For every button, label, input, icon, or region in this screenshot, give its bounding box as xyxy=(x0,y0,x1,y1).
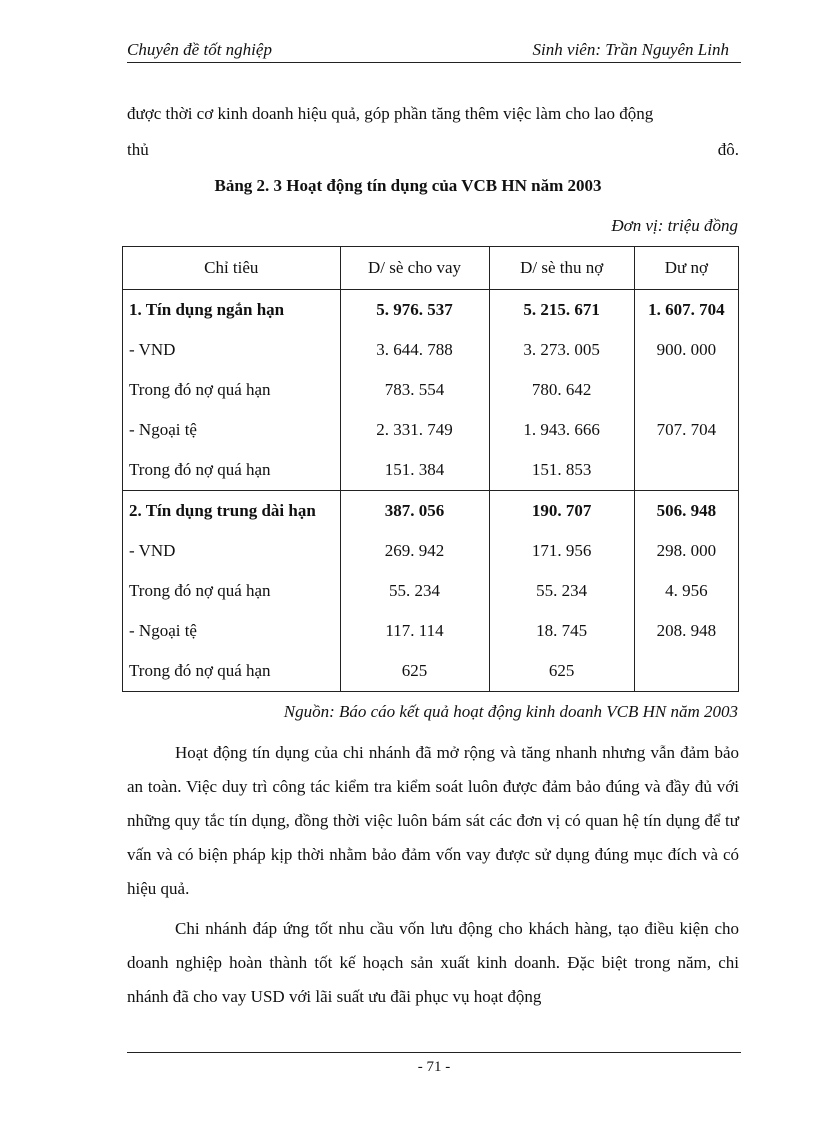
row-collection: 151. 853 xyxy=(489,450,634,491)
table-row xyxy=(123,330,739,370)
row-label: Trong đó nợ quá hạn xyxy=(123,450,341,491)
table-row xyxy=(123,370,739,410)
credit-activity-table xyxy=(122,246,739,692)
row-label: Trong đó nợ quá hạn xyxy=(123,651,341,692)
row-outstanding: 298. 000 xyxy=(634,531,738,571)
table-header-row xyxy=(123,247,739,290)
row-outstanding xyxy=(634,651,738,692)
table-row xyxy=(123,651,739,692)
intro-line-2 xyxy=(127,132,739,168)
row-loan: 3. 644. 788 xyxy=(340,330,489,370)
row-collection: 625 xyxy=(489,651,634,692)
row-label: - Ngoại tệ xyxy=(123,611,341,651)
intro-line-2-right: đô. xyxy=(717,140,739,159)
row-loan: 269. 942 xyxy=(340,531,489,571)
row-loan: 625 xyxy=(340,651,489,692)
row-collection: 190. 707 xyxy=(489,491,634,532)
row-label: Trong đó nợ quá hạn xyxy=(123,370,341,410)
table-row xyxy=(123,290,739,331)
row-loan: 2. 331. 749 xyxy=(340,410,489,450)
row-outstanding: 900. 000 xyxy=(634,330,738,370)
page-number: - 71 - xyxy=(127,1052,741,1076)
header-outstanding: Dư nợ xyxy=(634,247,738,290)
row-loan: 387. 056 xyxy=(340,491,489,532)
row-loan: 55. 234 xyxy=(340,571,489,611)
row-outstanding: 208. 948 xyxy=(634,611,738,651)
body-paragraph-1: Hoạt động tín dụng của chi nhánh đã mở rộng và tăng nhanh nhưng vẫn đảm bảo an toàn. Việc duy trì công tác kiểm tra kiểm soát luôn được đảm bảo đúng và đầy đủ với những quy tắc tín dụng, đồng thời việc luôn bám sát các đơn vị có quan hệ tín dụng để tư vấn và có biện pháp kịp thời nhằm bảo đảm vốn vay được sử dụng đúng mục đích và có hiệu quả. xyxy=(127,743,739,898)
row-label: - VND xyxy=(123,330,341,370)
table-row xyxy=(123,491,739,532)
header-author: Sinh viên: Trần Nguyên Linh xyxy=(532,40,729,59)
row-outstanding: 1. 607. 704 xyxy=(634,290,738,331)
intro-paragraph xyxy=(127,96,739,168)
row-collection: 3. 273. 005 xyxy=(489,330,634,370)
header-title: Chuyên đề tốt nghiệp xyxy=(127,40,272,59)
header-collection: D/ sè thu nợ xyxy=(489,247,634,290)
row-label: 1. Tín dụng ngắn hạn xyxy=(123,290,341,331)
row-collection: 18. 745 xyxy=(489,611,634,651)
header-loan: D/ sè cho vay xyxy=(340,247,489,290)
table-row xyxy=(123,531,739,571)
row-collection: 5. 215. 671 xyxy=(489,290,634,331)
header-indicator: Chỉ tiêu xyxy=(123,247,341,290)
row-label: - Ngoại tệ xyxy=(123,410,341,450)
row-label: 2. Tín dụng trung dài hạn xyxy=(123,491,341,532)
table-row xyxy=(123,571,739,611)
row-collection: 55. 234 xyxy=(489,571,634,611)
row-label: Trong đó nợ quá hạn xyxy=(123,571,341,611)
body-paragraph-2: Chi nhánh đáp ứng tốt nhu cầu vốn lưu động cho khách hàng, tạo điều kiện cho doanh nghiệp hoàn thành tốt kế hoạch sản xuất kinh doanh. Đặc biệt trong năm, chi nhánh đã cho vay USD với lãi suất ưu đãi phục vụ hoạt động xyxy=(127,919,739,1006)
table-source: Nguồn: Báo cáo kết quả hoạt động kinh doanh VCB HN năm 2003 xyxy=(283,702,738,721)
row-outstanding: 506. 948 xyxy=(634,491,738,532)
row-loan: 117. 114 xyxy=(340,611,489,651)
row-collection: 171. 956 xyxy=(489,531,634,571)
row-collection: 780. 642 xyxy=(489,370,634,410)
row-loan: 5. 976. 537 xyxy=(340,290,489,331)
row-collection: 1. 943. 666 xyxy=(489,410,634,450)
table-caption: Bảng 2. 3 Hoạt động tín dụng của VCB HN năm 2003 xyxy=(214,176,602,195)
row-label: - VND xyxy=(123,531,341,571)
page-header xyxy=(127,38,741,63)
table-row xyxy=(123,611,739,651)
row-outstanding-merged: 707. 704 xyxy=(634,370,738,491)
intro-line-1: được thời cơ kinh doanh hiệu quả, góp phần tăng thêm việc làm cho lao động xyxy=(127,104,654,123)
row-outstanding: 4. 956 xyxy=(634,571,738,611)
intro-line-2-left: thủ xyxy=(127,140,149,159)
row-loan: 151. 384 xyxy=(340,450,489,491)
row-loan: 783. 554 xyxy=(340,370,489,410)
table-unit: Đơn vị: triệu đồng xyxy=(611,216,738,235)
